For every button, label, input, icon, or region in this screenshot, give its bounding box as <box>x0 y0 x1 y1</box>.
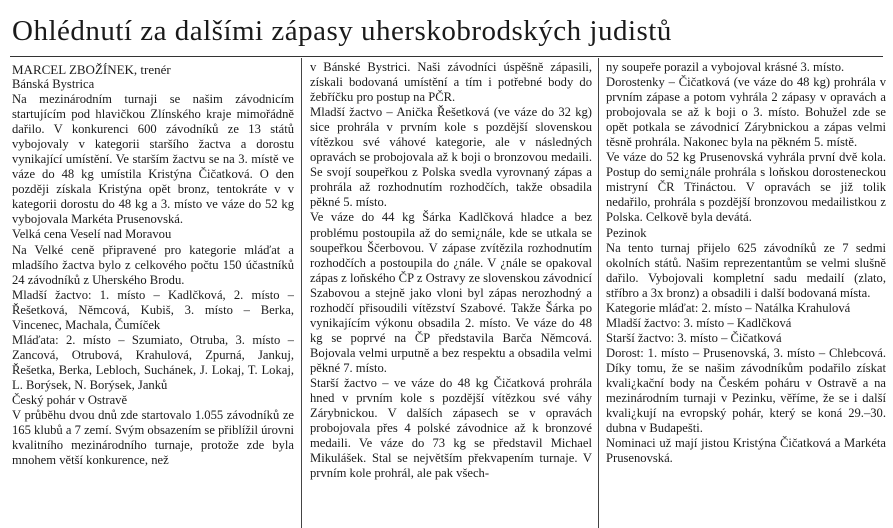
paragraph: V průběhu dvou dnů zde startovalo 1.055 závodníků ze 165 klubů a 7 zemí. Svým obsazením se přiblížil úrovni kvalitního mezinárodního turnaje, protože zde byla mnohem větší konkurence, než <box>12 408 294 468</box>
paragraph: Na tento turnaj přijelo 625 závodníků ze 7 sedmi okolních států. Našim reprezentantům se velmi slušně dařilo. Vybojovali kompletní sadu medailí (zlato, stříbro a 3x bronz) a obsadili i další bodovaná místa. <box>606 240 886 300</box>
article-column-2 <box>310 60 592 526</box>
paragraph: Starší žactvo: 3. místo – Čičatková <box>606 330 782 345</box>
column-divider <box>598 58 599 528</box>
paragraph: Mladší žactvo: 1. místo – Kadlčková, 2. místo – Řešetková, Němcová, Kubiš, 3. místo – Berka, Vincenec, Machala, Čumíček <box>12 287 294 332</box>
paragraph: Mladší žactvo – Anička Řešetková (ve váze do 32 kg) sice prohrála v prvním kole s pozdější slovenskou vítězkou své váhové kategorie, ale v následných opravách se probojovala až k boji o bronzovou medaili. Se svojí soupeřkou z Polska svedla vyrovnaný zápas a prohrála až rozhodnutím rozhodčích, takže obsadila pěkné 5. místo. <box>310 105 592 210</box>
article-column-3 <box>606 60 886 526</box>
paragraph: Ve váze do 44 kg Šárka Kadlčková hladce a bez problému postoupila až do semi¿nále, kde se utkala se soupeřkou Ščerbovou. V zápase zvítězila rozhodnutím rozhodčích a postoupila do ¿nále. V ¿nále se opakoval zápas z loňského ČP z Ostravy ze slovenskou závodnicí Szabovou a stejně jako vloni byl zápas nerozhodný a rozhodčí přisoudili vítězství Szabové. Takže Šárka po vynikajícím výkonu obsadila 2. místo. Ve váze do 48 kg se poprvé na ČP představila Barča Němcová. Bojovala velmi urputně a bez respektu a obsadila velmi pěkné 7. místo. <box>310 210 592 375</box>
paragraph: Ve váze do 52 kg Prusenovská vyhrála první dvě kola. Postup do semi¿nále prohrála s loňskou dorosteneckou mistryní ČR Třináctou. V opravách se již tolik nedařilo, prohrála s pozdější bronzovou medailistkou z Polska. Celkově byla devátá. <box>606 150 886 225</box>
article-column-1 <box>12 77 294 526</box>
paragraph: Na Velké ceně připravené pro kategorie mláďat a mladšího žactva bylo z celkového počtu 150 účastníků 24 závodníků z Uherského Brodu. <box>12 242 294 287</box>
section-heading: Bánská Bystrica <box>12 77 95 91</box>
paragraph: Mladší žactvo: 3. místo – Kadlčková <box>606 315 792 330</box>
paragraph: Mláďata: 2. místo – Szumiato, Otruba, 3. místo – Zancová, Otrubová, Krahulová, Zpurná, Jankuj, Řešetka, Berka, Lebloch, Suchánek, J. Lokaj, T. Lokaj, L. Borýsek, N. Borýsek, Janků <box>12 332 294 392</box>
paragraph: v Bánské Bystrici. Naši závodníci úspěšně zápasili, získali bodovaná umístění a tím i potřebné body do žebříčku pro postup na PČR. <box>310 60 592 105</box>
section-heading: Český pohár v Ostravě <box>12 392 128 407</box>
column-divider <box>301 58 302 528</box>
section-heading: Velká cena Veselí nad Moravou <box>12 227 172 242</box>
article-byline: MARCEL ZBOŽÍNEK, trenér <box>12 62 171 77</box>
paragraph: Na mezinárodním turnaji se našim závodnicím startujícím pod hlavičkou Zlínského kraje mimořádně dařilo. V konkurenci 600 závodníků ze 13 států vybojovaly v kategorii staršího žactva a dorostu vynikající umístění. Ve starším žactvu se na 3. místě ve váze do 48 kg umístila Kristýna Čičatková. O den později získala Kristýna opět bronz, tentokráte v v kategorii dorostu do 48 kg a 3. místo ve váze do 52 kg vybojovala Markéta Prusenovská. <box>12 92 294 227</box>
headline-rule <box>10 56 883 57</box>
paragraph: Nominaci už mají jistou Kristýna Čičatková a Markéta Prusenovská. <box>606 436 886 466</box>
article-headline: Ohlédnutí za dalšími zápasy uherskobrodských judistů <box>12 15 672 47</box>
paragraph: Dorost: 1. místo – Prusenovská, 3. místo – Chlebcová. Díky tomu, že se našim závodníkům podařilo získat kvali¿kační body na Českém poháru v Ostravě a na mezinárodním turnaji v Pezinku, věříme, že se i další kvali¿kují na evropský pohár, který se koná 29.–30. dubna v Budapešti. <box>606 345 886 436</box>
paragraph: Kategorie mláďat: 2. místo – Natálka Krahulová <box>606 300 851 315</box>
paragraph: ny soupeře porazil a vybojoval krásné 3. místo. <box>606 60 845 74</box>
paragraph: Dorostenky – Čičatková (ve váze do 48 kg) prohrála v prvním zápase a potom vyhrála 2 zápasy v opravách a probojovala se až k boji o 3. místo. Bohužel zde se opět potkala se závodnicí Zárybnickou a zápas velmi těsně prohrála. Nakonec byla na pěkném 5. místě. <box>606 75 886 150</box>
paragraph: Starší žactvo – ve váze do 48 kg Čičatková prohrála hned v prvním kole s pozdější vítězkou své váhy Zárybnickou. V dalších zápasech se v opravách probojovala přes 4 polské závodnice až k bronzové medaili. Ve váze do 73 kg se představil Michael Mikulášek. Stal se největším překvapením turnaje. V prvním kole prohrál, ale pak všech- <box>310 375 592 481</box>
section-heading: Pezinok <box>606 225 647 240</box>
